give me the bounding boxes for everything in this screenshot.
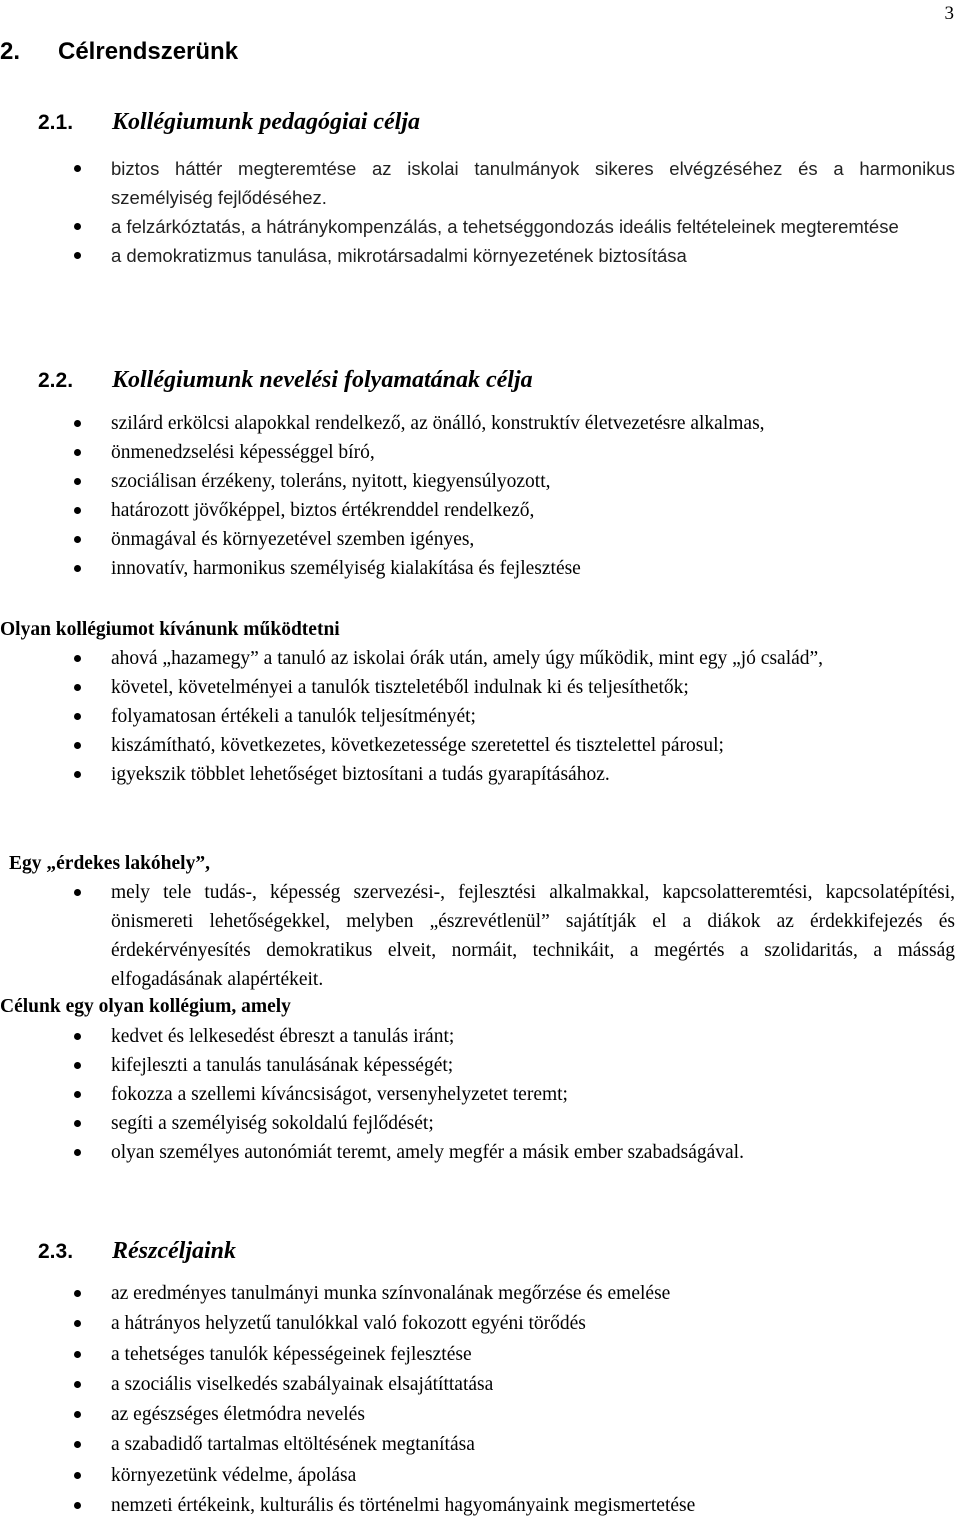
bullet-icon bbox=[74, 1290, 81, 1297]
subheading-egy: Egy „érdekes lakóhely”, bbox=[9, 853, 210, 874]
list-item: szilárd erkölcsi alapokkal rendelkező, az önálló, konstruktív életvezetésre alkalmas, bbox=[0, 409, 955, 438]
bullet-icon bbox=[74, 1062, 81, 1069]
list-item: a hátrányos helyzetű tanulókkal való fokozott egyéni törődés bbox=[0, 1309, 955, 1339]
bullet-icon bbox=[74, 223, 81, 230]
section-title: Részcéljaink bbox=[112, 1238, 236, 1264]
list-item: olyan személyes autonómiát teremt, amely megfér a másik ember szabadságával. bbox=[0, 1138, 955, 1167]
list-olyan bbox=[0, 644, 955, 789]
bullet-icon bbox=[74, 655, 81, 662]
chapter-number: 2. bbox=[0, 38, 21, 65]
bullet-icon bbox=[74, 1502, 81, 1509]
list-item: igyekszik többlet lehetőséget biztosítani a tudás gyarapításához. bbox=[0, 760, 955, 789]
bullet-icon bbox=[74, 1351, 81, 1358]
chapter-heading bbox=[0, 37, 238, 67]
chapter-title: Célrendszerünk bbox=[58, 38, 239, 65]
bullet-icon bbox=[74, 1120, 81, 1127]
bullet-icon bbox=[74, 507, 81, 514]
section-number: 2.2. bbox=[38, 369, 74, 392]
list-item: mely tele tudás-, képesség szervezési-, fejlesztési alkalmakkal, kapcsolatteremtési, kapcsolatépítési, önismereti lehetőségekkel, melyben „észrevétlenül” sajátítják el a diákok az érdekkifejezés és érdekérvényesítés demokratikus elveit, normáit, technikáit, a megértés a szolidaritás, a másság elfogadásának alapértékeit. bbox=[0, 878, 955, 994]
bullet-icon bbox=[74, 420, 81, 427]
list-item: segíti a személyiség sokoldalú fejlődését; bbox=[0, 1109, 955, 1138]
section-heading-2-2 bbox=[38, 365, 533, 396]
bullet-icon bbox=[74, 165, 81, 172]
list-item: az eredményes tanulmányi munka színvonalának megőrzése és emelése bbox=[0, 1279, 955, 1309]
bullet-icon bbox=[74, 889, 81, 896]
goal-list-2-2 bbox=[0, 409, 955, 583]
bullet-icon bbox=[74, 449, 81, 456]
section-title: Kollégiumunk nevelési folyamatának célja bbox=[112, 367, 533, 393]
bullet-icon bbox=[74, 565, 81, 572]
bullet-icon bbox=[74, 1320, 81, 1327]
list-item: nemzeti értékeink, kulturális és történelmi hagyományaink megismertetése bbox=[0, 1491, 955, 1521]
list-item: követel, követelményei a tanulók tiszteletéből indulnak ki és teljesíthetők; bbox=[0, 673, 955, 702]
bullet-icon bbox=[74, 1381, 81, 1388]
bullet-icon bbox=[74, 771, 81, 778]
goal-list-2-3 bbox=[0, 1279, 955, 1521]
bullet-icon bbox=[74, 1033, 81, 1040]
list-item: a szociális viselkedés szabályainak elsajátíttatása bbox=[0, 1370, 955, 1400]
list-item: önmenedzselési képességgel bíró, bbox=[0, 438, 955, 467]
page-number: 3 bbox=[944, 3, 954, 24]
section-number: 2.3. bbox=[38, 1240, 74, 1263]
bullet-icon bbox=[74, 713, 81, 720]
list-item: folyamatosan értékeli a tanulók teljesítményét; bbox=[0, 702, 955, 731]
list-egy bbox=[0, 878, 955, 994]
bullet-icon bbox=[74, 1441, 81, 1448]
goal-list-2-1 bbox=[0, 154, 955, 270]
section-title: Kollégiumunk pedagógiai célja bbox=[112, 109, 421, 135]
list-item: a szabadidő tartalmas eltöltésének megtanítása bbox=[0, 1430, 955, 1460]
bullet-icon bbox=[74, 1411, 81, 1418]
list-item: határozott jövőképpel, biztos értékrenddel rendelkező, bbox=[0, 496, 955, 525]
list-item: kedvet és lelkesedést ébreszt a tanulás iránt; bbox=[0, 1022, 955, 1051]
bullet-icon bbox=[74, 478, 81, 485]
list-item: önmagával és környezetével szemben igényes, bbox=[0, 525, 955, 554]
bullet-icon bbox=[74, 252, 81, 259]
list-item: innovatív, harmonikus személyiség kialakítása és fejlesztése bbox=[0, 554, 955, 583]
list-item: a tehetséges tanulók képességeinek fejlesztése bbox=[0, 1340, 955, 1370]
bullet-icon bbox=[74, 1149, 81, 1156]
section-heading-2-1 bbox=[38, 107, 420, 138]
list-item: biztos háttér megteremtése az iskolai tanulmányok sikeres elvégzéséhez és a harmonikus személyiség fejlődéséhez. bbox=[0, 154, 955, 212]
subheading-olyan: Olyan kollégiumot kívánunk működtetni bbox=[0, 619, 340, 640]
list-item: a felzárkóztatás, a hátránykompenzálás, a tehetséggondozás ideális feltételeinek megteremtése bbox=[0, 212, 955, 241]
bullet-icon bbox=[74, 742, 81, 749]
list-item: kifejleszti a tanulás tanulásának képességét; bbox=[0, 1051, 955, 1080]
list-item: ahová „hazamegy” a tanuló az iskolai órák után, amely úgy működik, mint egy „jó család”, bbox=[0, 644, 955, 673]
list-item: az egészséges életmódra nevelés bbox=[0, 1400, 955, 1430]
bullet-icon bbox=[74, 536, 81, 543]
bullet-icon bbox=[74, 684, 81, 691]
bullet-icon bbox=[74, 1091, 81, 1098]
section-heading-2-3 bbox=[38, 1236, 236, 1267]
section-number: 2.1. bbox=[38, 111, 74, 134]
list-item: fokozza a szellemi kíváncsiságot, versenyhelyzetet teremt; bbox=[0, 1080, 955, 1109]
list-item: szociálisan érzékeny, toleráns, nyitott, kiegyensúlyozott, bbox=[0, 467, 955, 496]
list-item: kiszámítható, következetes, következetessége szeretettel és tisztelettel párosul; bbox=[0, 731, 955, 760]
subheading-celunk: Célunk egy olyan kollégium, amely bbox=[0, 996, 291, 1017]
bullet-icon bbox=[74, 1472, 81, 1479]
list-item: a demokratizmus tanulása, mikrotársadalmi környezetének biztosítása bbox=[0, 241, 955, 270]
list-item: környezetünk védelme, ápolása bbox=[0, 1461, 955, 1491]
list-celunk bbox=[0, 1022, 955, 1167]
